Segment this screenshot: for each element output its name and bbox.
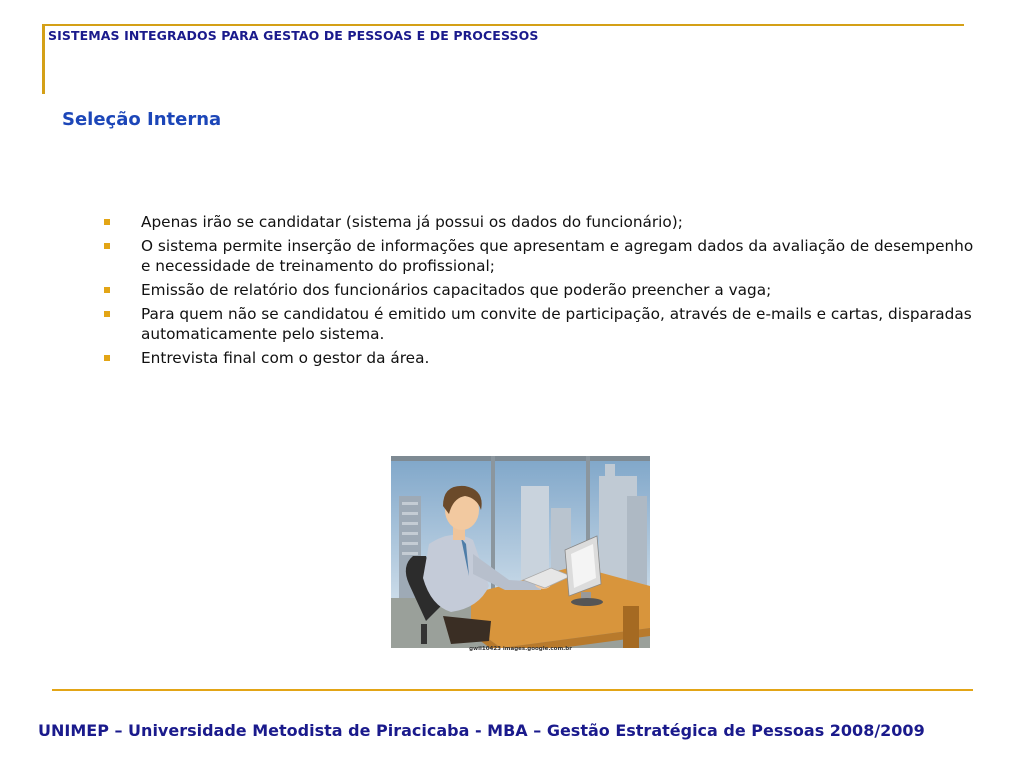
bullet-item	[104, 348, 984, 368]
bullet-list	[104, 212, 984, 372]
bullet-text: Entrevista final com o gestor da área.	[141, 349, 430, 367]
bullet-square-icon	[104, 243, 110, 249]
header-title: SISTEMAS INTEGRADOS PARA GESTAO DE PESSOAS E DE PROCESSOS	[48, 28, 539, 43]
footer-rule	[52, 689, 973, 691]
header-horizontal-rule	[42, 24, 964, 26]
bullet-text: Para quem não se candidatou é emitido um convite de participação, através de e-mails e cartas, disparadas automaticamente pelo sistema.	[141, 305, 972, 343]
bullet-item	[104, 236, 984, 276]
bullet-item	[104, 212, 984, 232]
bullet-text: Emissão de relatório dos funcionários capacitados que poderão preencher a vaga;	[141, 281, 772, 299]
bullet-item	[104, 304, 984, 344]
bullet-square-icon	[104, 287, 110, 293]
footer-text: UNIMEP – Universidade Metodista de Piracicaba - MBA – Gestão Estratégica de Pessoas 2008/2009	[38, 721, 925, 740]
bullet-square-icon	[104, 355, 110, 361]
office-worker-illustration	[391, 456, 650, 648]
bullet-square-icon	[104, 311, 110, 317]
header-vertical-rule	[42, 24, 45, 94]
bullet-text: O sistema permite inserção de informações que apresentam e agregam dados da avaliação de desempenho e necessidade de treinamento do profissional;	[141, 237, 974, 275]
image-caption: gwil10423 images.google.com.br	[469, 646, 572, 652]
slide-title: Seleção Interna	[62, 109, 222, 130]
bullet-item	[104, 280, 984, 300]
bullet-square-icon	[104, 219, 110, 225]
bullet-text: Apenas irão se candidatar (sistema já possui os dados do funcionário);	[141, 213, 683, 231]
